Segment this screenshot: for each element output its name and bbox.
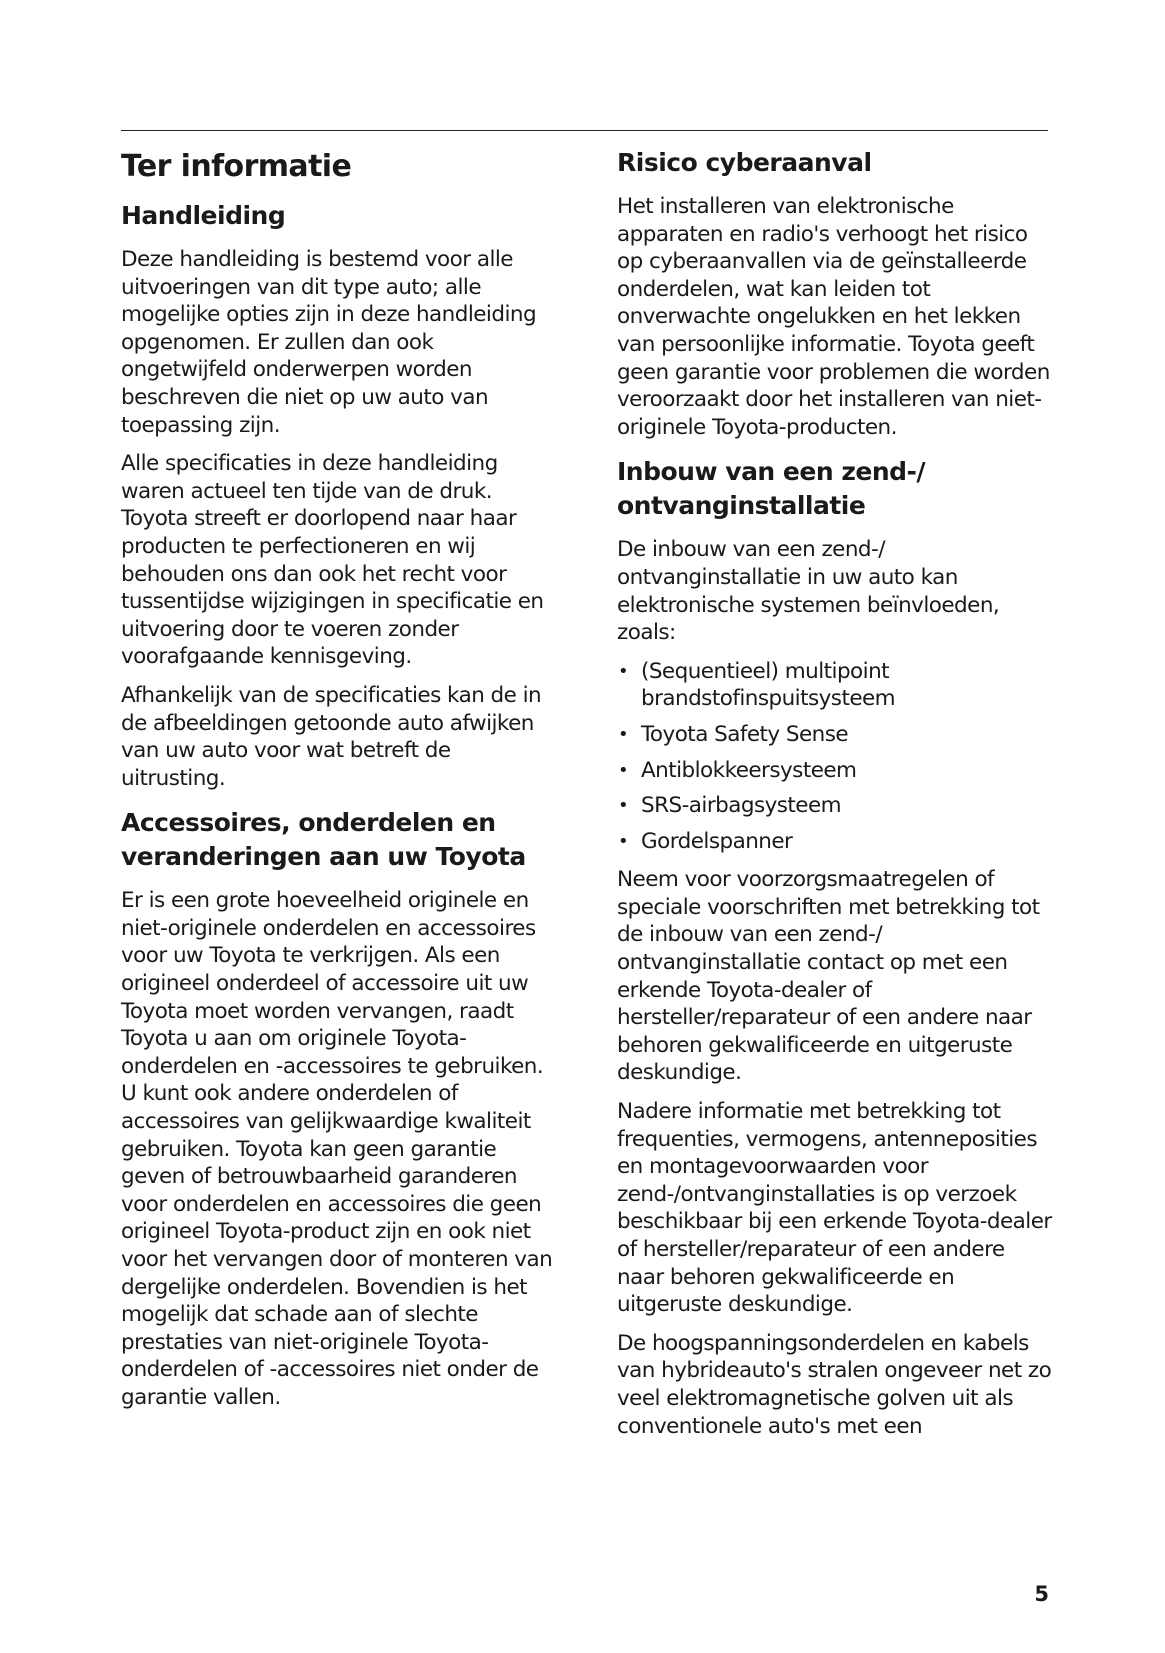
paragraph: Nadere informatie met betrekking tot frequenties, vermogens, antenneposities en montagevoorwaarden voor zend-/ontvanginstallaties is op verzoek beschikbaar bij een erkende Toyota-dealer of hersteller/reparateur of een andere naar behoren gekwalificeerde en uitgeruste deskundige.	[617, 1099, 1052, 1318]
page-number: 5	[1034, 1582, 1049, 1606]
list-item: • SRS-airbagsysteem	[618, 793, 842, 819]
paragraph: De hoogspanningsonderdelen en kabels van hybrideauto's stralen ongeveer net zo veel elektromagnetische golven uit als conventionele auto's met een	[617, 1330, 1052, 1439]
section-heading-accessoires: Accessoires, onderdelen en veranderingen aan uw Toyota	[121, 808, 526, 872]
section-heading-inbouw: Inbouw van een zend-/ ontvanginstallatie	[617, 457, 926, 521]
paragraph: Alle specificaties in deze handleiding waren actueel ten tijde van de druk. Toyota streeft er doorlopend naar haar producten te perfectioneren en wij behouden ons dan ook het recht voor tussentijdse wijzigingen in specificatie en uitvoering door te voeren zonder voorafgaande kennisgeving.	[121, 451, 544, 670]
page-title: Ter informatie	[121, 149, 352, 184]
bullet-icon: •	[618, 660, 629, 682]
list-item: • Gordelspanner	[618, 828, 793, 854]
paragraph: Afhankelijk van de specificaties kan de in de afbeeldingen getoonde auto afwijken van uw auto voor wat betreft de uitrusting.	[121, 682, 542, 791]
bullet-icon: •	[618, 795, 629, 817]
paragraph: Er is een grote hoeveelheid originele en niet-originele onderdelen en accessoires voor uw Toyota te verkrijgen. Als een origineel onderdeel of accessoire uit uw Toyota moet worden vervangen, raadt Toyota u aan om originele Toyota-onderdelen en -accessoires te gebruiken. U kunt ook andere onderdelen of accessoires van gelijkwaardige kwaliteit gebruiken. Toyota kan geen garantie geven of betrouwbaarheid garanderen voor onderdelen en accessoires die geen origineel Toyota-product zijn en ook niet voor het vervangen door of monteren van dergelijke onderdelen. Bovendien is het mogelijk dat schade aan of slechte prestaties van niet-originele Toyota-onderdelen of -accessoires niet onder de garantie vallen.	[121, 888, 553, 1410]
paragraph: Deze handleiding is bestemd voor alle uitvoeringen van dit type auto; alle mogelijke opties zijn in deze handleiding opgenomen. Er zullen dan ook ongetwijfeld onderwerpen worden beschreven die niet op uw auto van toepassing zijn.	[121, 247, 537, 438]
left-column	[121, 143, 556, 1423]
paragraph: Neem voor voorzorgsmaatregelen of speciale voorschriften met betrekking tot de inbouw van een zend-/ ontvanginstallatie contact op met een erkende Toyota-dealer of hersteller/reparateur of een andere naar behoren gekwalificeerde en uitgeruste deskundige.	[617, 867, 1040, 1086]
list-item: • (Sequentieel) multipoint brandstofinspuitsysteem	[618, 658, 896, 712]
bullet-icon: •	[618, 723, 629, 745]
paragraph: De inbouw van een zend-/ ontvanginstallatie in uw auto kan elektronische systemen beïnvloeden, zoals:	[617, 537, 1000, 646]
right-column	[617, 146, 1057, 1451]
system-list	[617, 658, 1057, 856]
paragraph: Het installeren van elektronische apparaten en radio's verhoogt het risico op cyberaanvallen via de geïnstalleerde onderdelen, wat kan leiden tot onverwachte ongelukken en het lekken van persoonlijke informatie. Toyota geeft geen garantie voor problemen die worden veroorzaakt door het installeren van niet-originele Toyota-producten.	[617, 194, 1050, 440]
list-item: • Toyota Safety Sense	[618, 721, 849, 747]
bullet-icon: •	[618, 759, 629, 781]
list-item: • Antiblokkeersysteem	[618, 757, 857, 783]
section-heading-handleiding: Handleiding	[121, 201, 286, 230]
header-rule	[121, 130, 1048, 131]
section-heading-cyber: Risico cyberaanval	[617, 148, 872, 177]
bullet-icon: •	[618, 830, 629, 852]
